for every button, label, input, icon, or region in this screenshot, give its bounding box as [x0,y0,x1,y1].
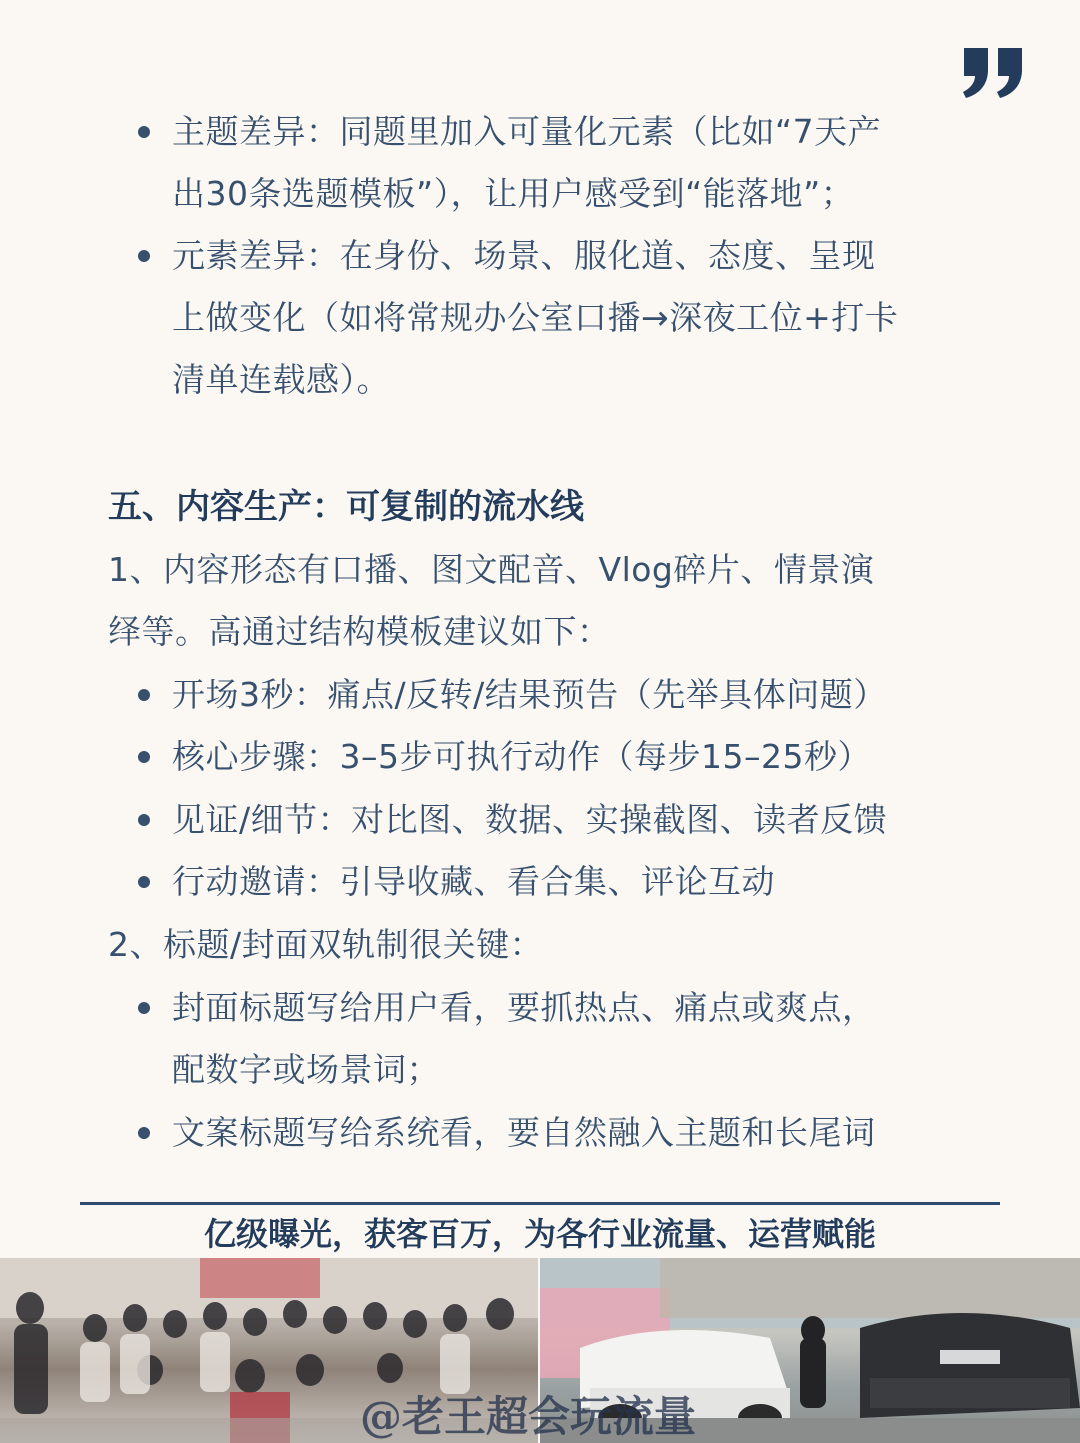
bullet-text: 主题差异：同题里加入可量化元素（比如“7天产 [172,112,882,151]
bullet-icon [138,689,150,701]
list-item: 封面标题写给用户看，要抓热点、痛点或爽点， [172,988,876,1027]
list-item: 配数字或场景词； [172,1050,440,1089]
list-item: 行动邀请：引导收藏、看合集、评论互动 [172,862,775,901]
paragraph-text: 1、内容形态有口播、图文配音、Vlog碎片、情景演 [108,550,875,589]
paragraph-text: 绎等。高通过结构模板建议如下： [108,612,611,651]
bullet-icon [138,126,150,138]
list-item: 文案标题写给系统看，要自然融入主题和长尾词 [172,1113,876,1152]
footer-slogan: 亿级曝光，获客百万，为各行业流量、运营赋能 [203,1215,876,1253]
paragraph-text: 2、标题/封面双轨制很关键： [108,925,544,964]
bullet-icon [138,1002,150,1014]
closing-quote-icon [960,40,1030,100]
watermark-text: @老王超会玩流量 [360,1392,697,1441]
bullet-icon [138,751,150,763]
bullet-icon [138,814,150,826]
footer-divider [80,1202,1000,1205]
section-heading: 五、内容生产：可复制的流水线 [108,487,584,527]
list-item: 开场3秒：痛点/反转/结果预告（先举具体问题） [172,675,887,714]
list-item: 见证/细节：对比图、数据、实操截图、读者反馈 [172,800,888,839]
bullet-text: 元素差异：在身份、场景、服化道、态度、呈现 [172,236,876,275]
bullet-text: 上做变化（如将常规办公室口播→深夜工位+打卡 [172,298,899,337]
bullet-icon [138,1127,150,1139]
bullet-icon [138,250,150,262]
bullet-text: 清单连载感）。 [172,360,390,399]
bullet-text: 出30条选题模板”），让用户感受到“能落地”； [172,174,855,213]
list-item: 核心步骤：3–5步可执行动作（每步15–25秒） [172,737,871,776]
bullet-icon [138,876,150,888]
